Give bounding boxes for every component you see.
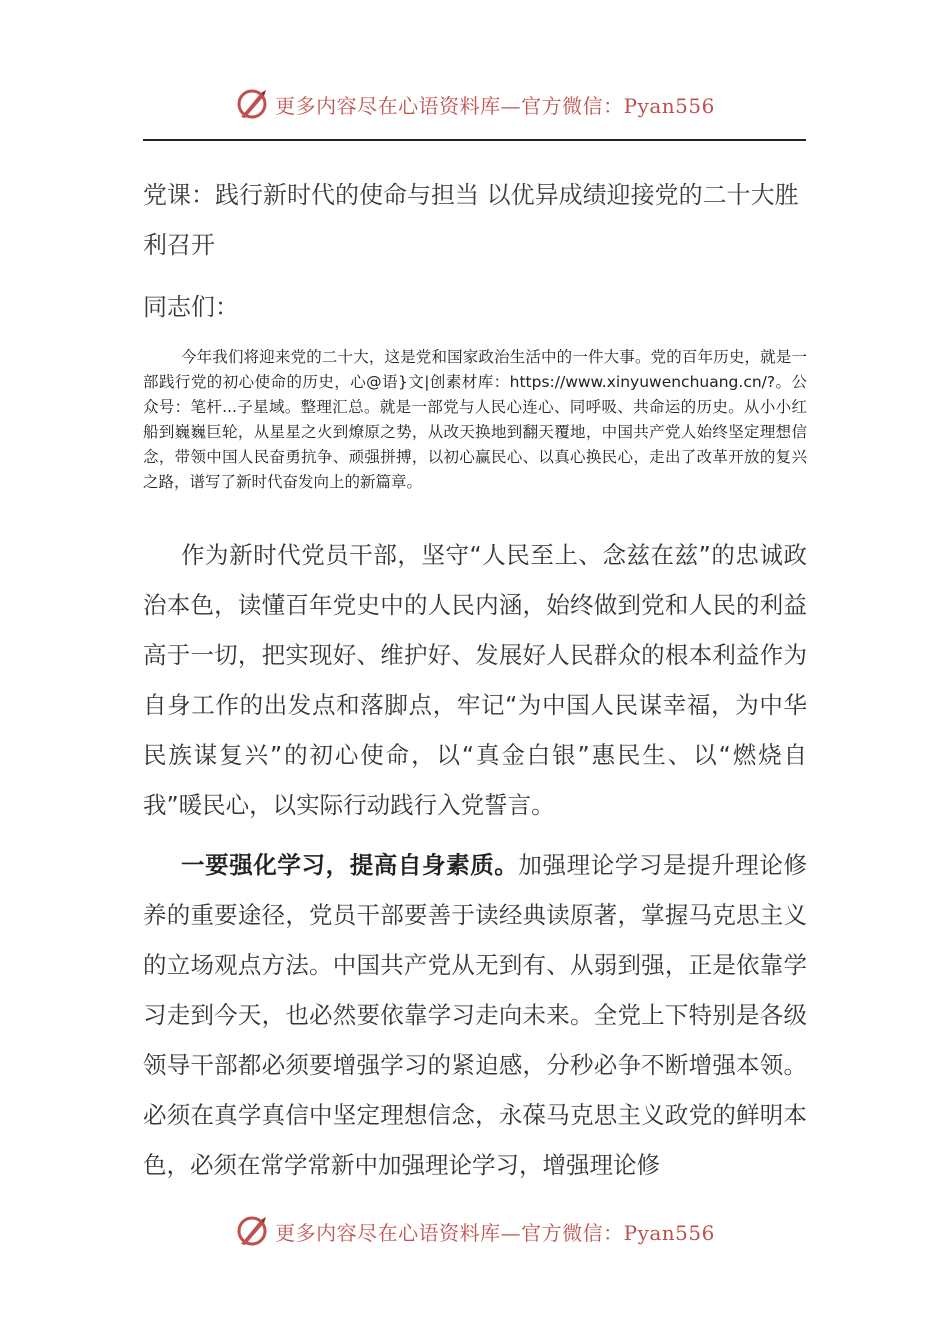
greeting: 同志们： (143, 293, 239, 321)
paragraph-people-first: 作为新时代党员干部，坚守“人民至上、念兹在兹”的忠诚政治本色，读懂百年党史中的人民内涵，始终做到党和人民的利益高于一切，把实现好、维护好、发展好人民群众的根本利益作为自身工作的出发点和落脚点，牢记“为中国人民谋幸福，为中华民族谋复兴”的初心使命，以“真金白银”惠民生、以“燃烧自我”暖民心，以实际行动践行入党誓言。 (143, 541, 807, 819)
wechat-id: Pyan556 (623, 93, 715, 118)
paragraph-study-heading: 一要强化学习，提高自身素质。 (181, 851, 519, 879)
quill-logo-icon (235, 87, 269, 121)
wechat-id: Pyan556 (623, 1220, 715, 1245)
watermark-text: 更多内容尽在心语资料库—官方微信：Pyan556 (275, 1220, 715, 1245)
quill-logo-icon (235, 1214, 269, 1248)
document-title: 党课：践行新时代的使命与担当 以优异成绩迎接党的二十大胜利召开 (143, 181, 799, 259)
watermark-banner-top (0, 82, 950, 126)
paragraph-study-body: 加强理论学习是提升理论修养的重要途径，党员干部要善于读经典读原著，掌握马克思主义的立场观点方法。中国共产党从无到有、从弱到强，正是依靠学习走到今天，也必然要依靠学习走向未来。全党上下特别是各级领导干部都必须要增强学习的紧迫感，分秒必争不断增强本领。必须在真学真信中坚定理想信念，永葆马克思主义政党的鲜明本色，必须在常学常新中加强理论学习，增强理论修 (143, 851, 808, 1179)
watermark-text: 更多内容尽在心语资料库—官方微信：Pyan556 (275, 93, 715, 118)
paragraph-intro: 今年我们将迎来党的二十大，这是党和国家政治生活中的一件大事。党的百年历史，就是一部践行党的初心使命的历史，心@语}文|创素材库：https://www.xinyuwenchuang.cn/?。公众号：笔杆...子星域。整理汇总。就是一部党与人民心连心、同呼吸、共命运的历史。从小小红船到巍巍巨轮，从星星之火到燎原之势，从改天换地到翻天覆地，中国共产党人始终坚定理想信念，带领中国人民奋勇抗争、顽强拼搏，以初心赢民心、以真心换民心，走出了改革开放的复兴之路，谱写了新时代奋发向上的新篇章。 (143, 348, 807, 491)
header-rule (143, 139, 806, 141)
watermark-banner-bottom (0, 1209, 950, 1253)
paragraph-study (143, 840, 807, 1190)
